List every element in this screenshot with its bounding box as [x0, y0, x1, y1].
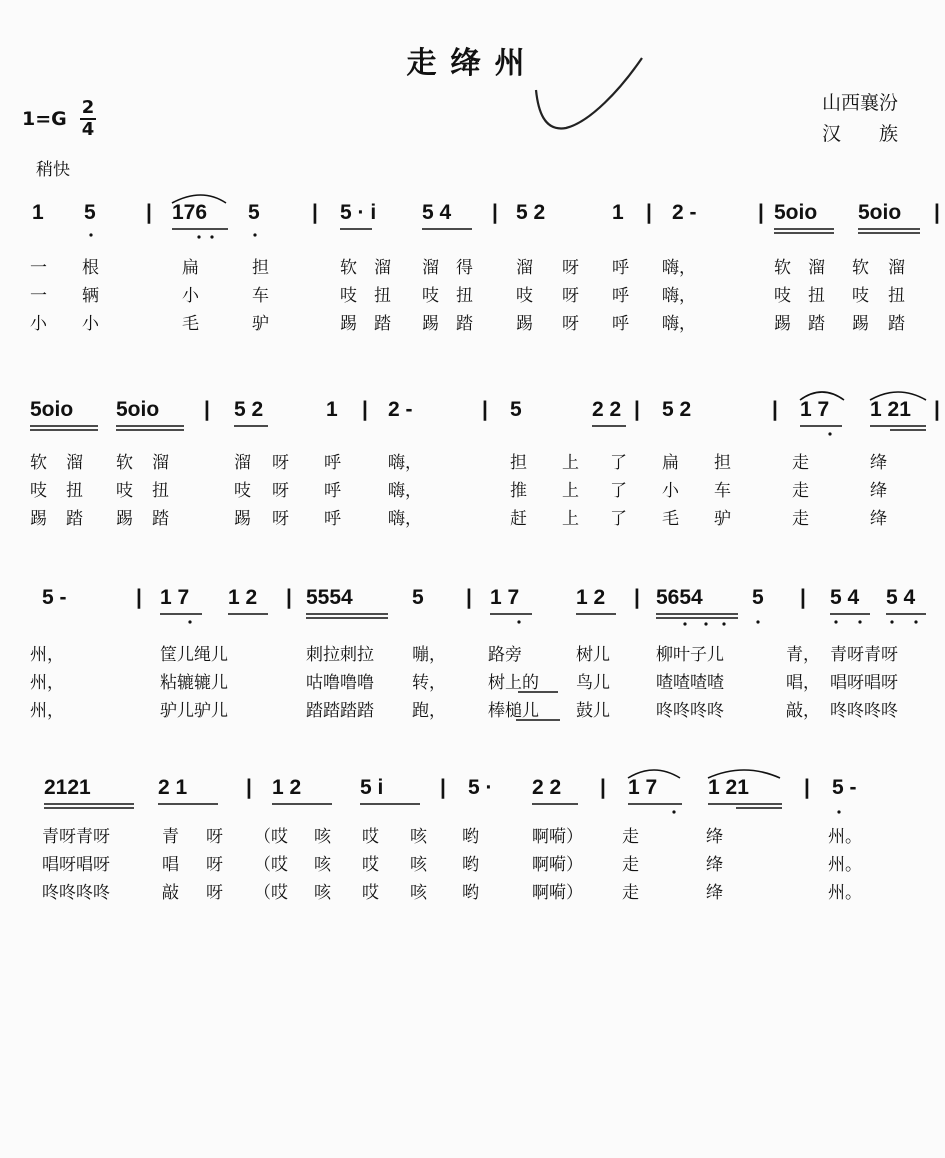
lyric: 了	[610, 481, 627, 501]
note: 5 ·	[468, 776, 493, 799]
barline: |	[800, 586, 806, 609]
lyric: 小	[30, 314, 47, 334]
lyric: 筐儿绳儿	[160, 645, 228, 665]
lyric: 踏	[374, 314, 391, 334]
note: 5654	[656, 586, 703, 609]
lyric: 吱	[234, 481, 251, 501]
lyric: 软	[30, 453, 47, 473]
barline: |	[440, 776, 446, 799]
lyric: 扭	[374, 286, 391, 306]
lyric: 咳	[410, 827, 427, 847]
barline: |	[772, 398, 778, 421]
lyric: 呀	[272, 481, 289, 501]
lyric: 溜	[152, 453, 169, 473]
lyric: 啊嗬）	[532, 827, 583, 847]
note: 2 2	[592, 398, 622, 421]
lyric: 呀	[272, 509, 289, 529]
notation-marks	[22, 195, 942, 255]
lyric: 溜	[808, 258, 825, 278]
lyric: 呼	[324, 481, 341, 501]
lyric: 嗨，	[662, 258, 696, 278]
lyric-verse-2	[22, 668, 942, 696]
note: 5	[412, 586, 424, 609]
lyric: 呼	[324, 509, 341, 529]
note: 5oio	[858, 201, 902, 224]
lyric: 转，	[412, 673, 446, 693]
lyric: 啊嗬）	[532, 855, 583, 875]
note: 1 7	[490, 586, 520, 609]
note: 2 1	[158, 776, 188, 799]
note: 2 -	[672, 201, 697, 224]
barline: |	[492, 201, 498, 224]
barline: |	[146, 201, 152, 224]
lyric: 唱，	[786, 673, 820, 693]
lyric: 绛	[870, 453, 887, 473]
note: 1	[326, 398, 338, 421]
lyric: 了	[610, 509, 627, 529]
time-signature-top: 2	[81, 97, 95, 118]
lyric: 绛	[870, 509, 887, 529]
score-system-1	[22, 195, 939, 345]
note: 1 7	[800, 398, 830, 421]
note: 1 7	[628, 776, 658, 799]
lyric: 上	[562, 509, 579, 529]
lyric: 赶	[510, 509, 527, 529]
lyric: 扭	[888, 286, 905, 306]
barline: |	[362, 398, 368, 421]
lyric: 敲，	[786, 701, 820, 721]
lyric: 粘辘辘儿	[160, 673, 228, 693]
note: 1	[612, 201, 624, 224]
lyric: 一	[30, 258, 47, 278]
notation-marks	[22, 580, 942, 640]
barline: |	[758, 201, 764, 224]
lyric: 踢	[340, 314, 357, 334]
score-system-2	[22, 392, 939, 542]
song-origin	[822, 88, 898, 150]
lyric: 踏踏踏踏	[306, 701, 374, 721]
lyric: （哎	[254, 855, 288, 875]
barline: |	[634, 586, 640, 609]
time-signature	[80, 98, 96, 140]
lyric: 吱	[422, 286, 439, 306]
lyric: 踏	[66, 509, 83, 529]
lyric-verse-2	[22, 476, 942, 504]
lyric: 走	[622, 855, 639, 875]
lyric-verse-3	[22, 878, 942, 906]
lyric: 呀	[206, 883, 223, 903]
lyric: 上	[562, 481, 579, 501]
lyric: 溜	[516, 258, 533, 278]
lyric: 溜	[234, 453, 251, 473]
lyric: 吱	[516, 286, 533, 306]
note: 5554	[306, 586, 353, 609]
score-system-4	[22, 770, 939, 920]
note: 5 2	[516, 201, 546, 224]
lyric: 路旁	[488, 645, 522, 665]
checkmark-annotation	[530, 50, 650, 140]
lyric: 踢	[30, 509, 47, 529]
lyric-verse-1	[22, 640, 942, 668]
lyric: 毛	[662, 509, 679, 529]
note: 5 -	[832, 776, 857, 799]
lyric: 棒槌儿	[488, 701, 539, 721]
lyric: 树儿	[576, 645, 610, 665]
lyric: 踏	[152, 509, 169, 529]
note: 5 -	[42, 586, 67, 609]
lyric: 踏	[456, 314, 473, 334]
notation-marks	[22, 392, 942, 452]
lyric: 踏	[888, 314, 905, 334]
barline: |	[600, 776, 606, 799]
lyric-verse-3	[22, 504, 942, 532]
lyric: 呼	[612, 314, 629, 334]
note: 1 21	[708, 776, 749, 799]
barline: |	[482, 398, 488, 421]
lyric: 绛	[706, 855, 723, 875]
lyric: 州，	[30, 673, 64, 693]
lyric: 呀	[272, 453, 289, 473]
origin-ethnicity: 汉 族	[822, 123, 899, 145]
lyric: 咕噜噜噜	[306, 673, 374, 693]
lyric-verse-1	[22, 448, 942, 476]
lyric: 青，	[786, 645, 820, 665]
lyric: 跑，	[412, 701, 446, 721]
lyric: 担	[252, 258, 269, 278]
lyric: 走	[792, 509, 809, 529]
lyric: 咳	[410, 883, 427, 903]
lyric: 呀	[562, 258, 579, 278]
tempo-marking: 稍快	[36, 160, 70, 180]
note: 176	[172, 201, 208, 224]
lyric: 软	[852, 258, 869, 278]
lyric: 溜	[66, 453, 83, 473]
lyric-verse-2	[22, 850, 942, 878]
note: 2 -	[388, 398, 413, 421]
lyric: 毛	[182, 314, 199, 334]
lyric: 吱	[340, 286, 357, 306]
note: 5	[752, 586, 764, 609]
lyric: 咚咚咚咚	[42, 883, 110, 903]
lyric: 唱呀唱呀	[830, 673, 898, 693]
lyric-verse-2	[22, 281, 942, 309]
note: 5 2	[234, 398, 264, 421]
lyric: 踢	[516, 314, 533, 334]
barline: |	[136, 586, 142, 609]
lyric: 鼓儿	[576, 701, 610, 721]
lyric: 扭	[808, 286, 825, 306]
lyric: 溜	[374, 258, 391, 278]
lyric: 咚咚咚咚	[830, 701, 898, 721]
lyric: 走	[792, 481, 809, 501]
lyric: 绛	[706, 827, 723, 847]
lyric: 嗨，	[388, 453, 422, 473]
lyric: 州，	[30, 701, 64, 721]
note: 5 2	[662, 398, 692, 421]
lyric: 扭	[456, 286, 473, 306]
origin-place: 山西襄汾	[822, 92, 899, 114]
note: 5	[510, 398, 522, 421]
lyric: 嘣，	[412, 645, 446, 665]
lyric: 鸟儿	[576, 673, 610, 693]
lyric: 扭	[152, 481, 169, 501]
lyric: 担	[510, 453, 527, 473]
lyric: 踏	[808, 314, 825, 334]
lyric: 州，	[30, 645, 64, 665]
lyric: （哎	[254, 827, 288, 847]
lyric-verse-1	[22, 822, 942, 850]
lyric: 吱	[30, 481, 47, 501]
lyric: 咳	[314, 855, 331, 875]
lyric: 呼	[324, 453, 341, 473]
note: 5 4	[886, 586, 916, 609]
lyric: 走	[792, 453, 809, 473]
lyric: 扭	[66, 481, 83, 501]
barline: |	[634, 398, 640, 421]
score-system-3	[22, 580, 939, 730]
lyric: 哟	[462, 827, 479, 847]
note: 1 7	[160, 586, 190, 609]
lyric: 嗨，	[388, 481, 422, 501]
lyric: 哎	[362, 855, 379, 875]
lyric: 软	[774, 258, 791, 278]
lyric: 州。	[828, 827, 862, 847]
lyric: 嗨，	[388, 509, 422, 529]
lyric: 车	[714, 481, 731, 501]
lyric: 溜	[888, 258, 905, 278]
lyric: 吱	[774, 286, 791, 306]
lyric: 软	[340, 258, 357, 278]
lyric: （哎	[254, 883, 288, 903]
lyric: 哟	[462, 883, 479, 903]
lyric: 咚咚咚咚	[656, 701, 724, 721]
barline: |	[466, 586, 472, 609]
lyric: 了	[610, 453, 627, 473]
note: 1 2	[228, 586, 258, 609]
key-signature: 1=G	[22, 108, 67, 130]
lyric: 驴儿驴儿	[160, 701, 228, 721]
lyric: 走	[622, 883, 639, 903]
lyric: 得	[456, 258, 473, 278]
lyric: 敲	[162, 883, 179, 903]
lyric: 绛	[870, 481, 887, 501]
lyric: 驴	[252, 314, 269, 334]
note: 5 4	[830, 586, 860, 609]
barline: |	[804, 776, 810, 799]
lyric: 吱	[852, 286, 869, 306]
lyric: 喳喳喳喳	[656, 673, 724, 693]
song-title: 走绛州	[406, 46, 539, 81]
lyric: 踢	[422, 314, 439, 334]
lyric: 软	[116, 453, 133, 473]
lyric: 扁	[662, 453, 679, 473]
note: 1 2	[576, 586, 606, 609]
lyric: 青	[162, 827, 179, 847]
lyric: 呀	[206, 855, 223, 875]
lyric: 唱	[162, 855, 179, 875]
lyric-verse-1	[22, 253, 942, 281]
lyric: 咳	[410, 855, 427, 875]
barline: |	[934, 201, 940, 224]
note: 5oio	[30, 398, 74, 421]
lyric: 担	[714, 453, 731, 473]
lyric: 小	[82, 314, 99, 334]
lyric: 车	[252, 286, 269, 306]
lyric: 青呀青呀	[830, 645, 898, 665]
barline: |	[286, 586, 292, 609]
lyric: 州。	[828, 855, 862, 875]
lyric: 刺拉刺拉	[306, 645, 374, 665]
lyric: 绛	[706, 883, 723, 903]
lyric: 驴	[714, 509, 731, 529]
note: 5oio	[116, 398, 160, 421]
lyric: 柳叶子儿	[656, 645, 724, 665]
lyric: 嗨，	[662, 314, 696, 334]
lyric: 踢	[774, 314, 791, 334]
lyric: 嗨，	[662, 286, 696, 306]
time-signature-bottom: 4	[81, 119, 95, 140]
note: 5	[84, 201, 96, 224]
lyric: 呼	[612, 286, 629, 306]
lyric: 哎	[362, 883, 379, 903]
lyric: 唱呀唱呀	[42, 855, 110, 875]
lyric: 啊嗬）	[532, 883, 583, 903]
barline: |	[204, 398, 210, 421]
lyric: 吱	[116, 481, 133, 501]
notation-marks	[22, 770, 942, 830]
lyric: 走	[622, 827, 639, 847]
note: 5 4	[422, 201, 452, 224]
lyric: 推	[510, 481, 527, 501]
barline: |	[646, 201, 652, 224]
lyric: 咳	[314, 883, 331, 903]
note: 5 i	[360, 776, 384, 799]
lyric: 根	[82, 258, 99, 278]
note: 2 2	[532, 776, 562, 799]
lyric: 一	[30, 286, 47, 306]
barline: |	[312, 201, 318, 224]
lyric: 扁	[182, 258, 199, 278]
lyric: 小	[662, 481, 679, 501]
lyric-verse-3	[22, 309, 942, 337]
note: 1	[32, 201, 44, 224]
note: 5 · i	[340, 201, 377, 224]
lyric: 呀	[562, 314, 579, 334]
barline: |	[934, 398, 940, 421]
note: 1 21	[870, 398, 911, 421]
lyric: 树上的	[488, 673, 539, 693]
lyric: 青呀青呀	[42, 827, 110, 847]
lyric: 呀	[206, 827, 223, 847]
lyric: 溜	[422, 258, 439, 278]
lyric: 踢	[116, 509, 133, 529]
note: 2121	[44, 776, 91, 799]
lyric: 呀	[562, 286, 579, 306]
lyric: 上	[562, 453, 579, 473]
note: 5oio	[774, 201, 818, 224]
lyric: 踢	[852, 314, 869, 334]
lyric-verse-3	[22, 696, 942, 724]
lyric: 哟	[462, 855, 479, 875]
lyric: 州。	[828, 883, 862, 903]
lyric: 踢	[234, 509, 251, 529]
lyric: 辆	[82, 286, 99, 306]
lyric: 咳	[314, 827, 331, 847]
note: 1 2	[272, 776, 302, 799]
note: 5	[248, 201, 260, 224]
barline: |	[246, 776, 252, 799]
lyric: 哎	[362, 827, 379, 847]
lyric: 小	[182, 286, 199, 306]
lyric: 呼	[612, 258, 629, 278]
